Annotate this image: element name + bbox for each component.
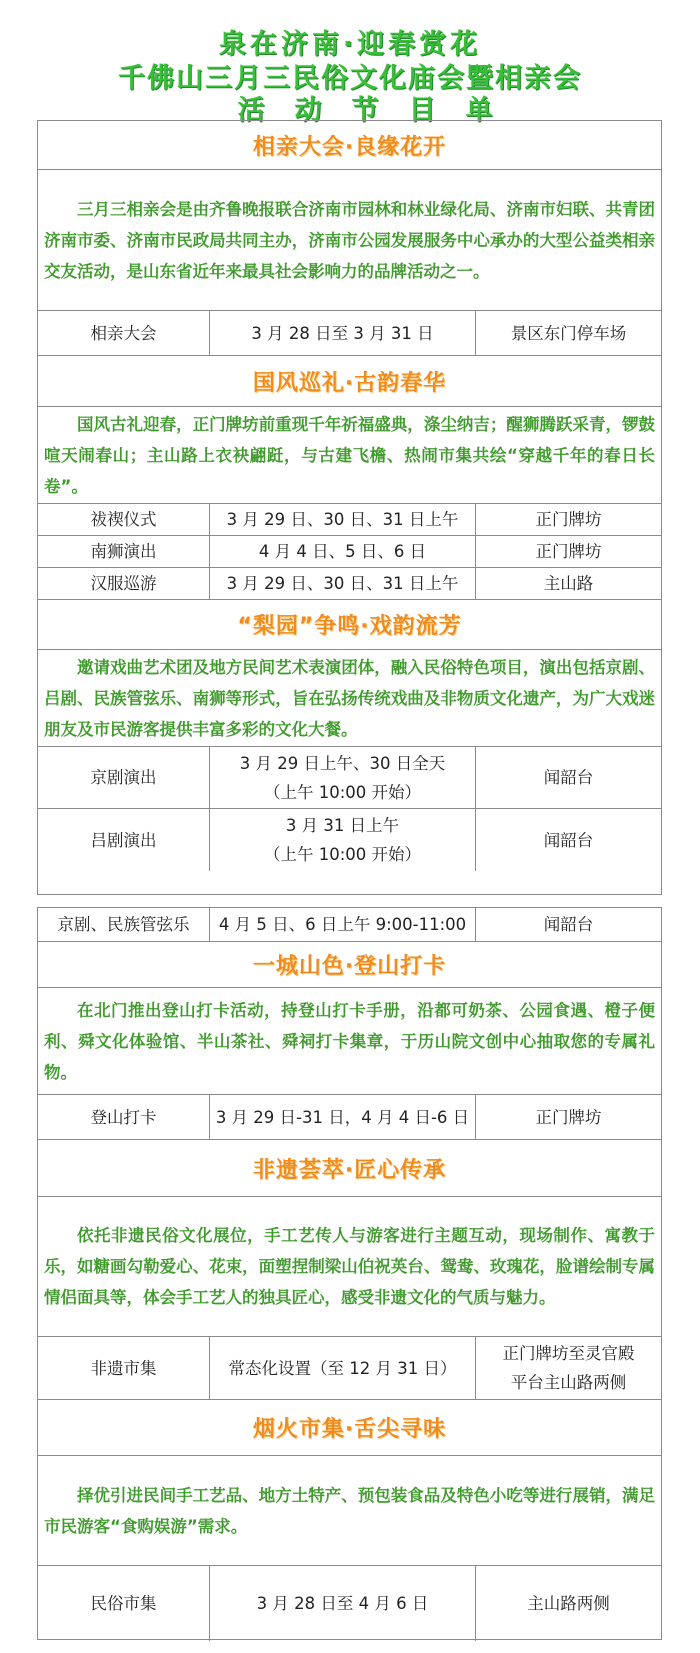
event-place: 闻韶台: [543, 768, 594, 787]
event-time: 3 月 28 日至 3 月 31 日: [210, 311, 476, 355]
event-time: 4 月 5 日、6 日上午 9:00-11:00: [210, 908, 476, 941]
event-place-line-2: 平台主山路两侧: [510, 1373, 627, 1392]
section-title-hiking: 一城山色·登山打卡: [38, 941, 661, 987]
event-time: 3 月 29 日、30 日、31 日上午: [210, 504, 476, 535]
section-title-opera: “梨园”争鸣·戏韵流芳: [38, 599, 661, 649]
section-description-opera: 邀请戏曲艺术团及地方民间艺术表演团体，融入民俗特色项目，演出包括京剧、吕剧、民族管弦乐、南狮等形式，旨在弘扬传统戏曲及非物质文化遗产，为广大戏迷朋友及市民游客提供丰富多彩的文化大餐。: [38, 649, 661, 746]
event-place: 闻韶台: [543, 830, 594, 850]
event-place: 主山路: [543, 574, 594, 593]
event-name: 相亲大会: [38, 311, 210, 355]
event-time: [210, 747, 476, 808]
event-name: 京剧演出: [38, 747, 210, 808]
section-description-guofeng: 国风古礼迎春，正门牌坊前重现千年祈福盛典，涤尘纳吉；醒狮腾跃采青，锣鼓喧天闹春山；主山路上衣袂翩跹，与古建飞檐、热闹市集共绘“穿越千年的春日长卷”。: [38, 406, 661, 503]
event-name: 民俗市集: [38, 1566, 210, 1641]
event-place: 正门牌坊: [535, 542, 602, 561]
event-time: [210, 809, 476, 871]
event-time-line-1: 3 月 29 日上午、30 日全天: [239, 753, 446, 773]
event-name: 京剧、民族管弦乐: [38, 908, 210, 941]
title-line-1: 泉在济南·迎春赏花: [218, 29, 482, 60]
event-place: 主山路两侧: [527, 1594, 610, 1613]
event-name: 南狮演出: [38, 536, 210, 567]
event-place-line-1: 正门牌坊至灵官殿: [502, 1344, 635, 1363]
event-place: 正门牌坊: [535, 1107, 602, 1127]
table-row: [38, 908, 661, 941]
section-title-heritage: 非遗荟萃·匠心传承: [38, 1139, 661, 1196]
table-row: [38, 1565, 661, 1641]
table-row: [38, 535, 661, 567]
event-place: 闻韶台: [543, 915, 594, 934]
program-table-part-1: [37, 120, 662, 895]
event-time-line-2: （上午 10:00 开始）: [263, 845, 422, 864]
event-time: 4 月 4 日、5 日、6 日: [210, 536, 476, 567]
section-title-guofeng: 国风巡礼·古韵春华: [38, 355, 661, 406]
section-title-matchmaking: 相亲大会·良缘花开: [252, 134, 447, 160]
event-place: 景区东门停车场: [510, 323, 627, 343]
section-description-hiking: 在北门推出登山打卡活动，持登山打卡手册，沿都可奶茶、公园食遇、橙子便利、舜文化体验馆、半山茶社、舜祠打卡集章，于历山院文创中心抽取您的专属礼物。: [38, 987, 661, 1094]
event-time: 常态化设置（至 12 月 31 日）: [210, 1337, 476, 1399]
event-name: 祓禊仪式: [38, 504, 210, 535]
event-name: 汉服巡游: [38, 568, 210, 599]
table-row: [38, 1094, 661, 1139]
table-row: [38, 1336, 661, 1399]
event-name: 登山打卡: [38, 1095, 210, 1139]
event-place: [476, 1337, 661, 1399]
event-time-line-1: 3 月 31 日上午: [285, 816, 400, 835]
title-line-2: 千佛山三月三民俗文化庙会暨相亲会: [118, 63, 582, 94]
table-row: [38, 503, 661, 535]
section-description-market: 择优引进民间手工艺品、地方土特产、预包装食品及特色小吃等进行展销，满足市民游客“食购娱游”需求。: [38, 1455, 661, 1565]
event-time: 3 月 29 日-31 日，4 月 4 日-6 日: [210, 1095, 476, 1139]
title-line-3: 活动节目单: [237, 95, 523, 126]
event-time-line-2: （上午 10:00 开始）: [263, 782, 422, 802]
section-title-market: 烟火市集·舌尖寻味: [38, 1399, 661, 1455]
section-description-matchmaking: 三月三相亲会是由齐鲁晚报联合济南市园林和林业绿化局、济南市妇联、共青团济南市委、济南市民政局共同主办，济南市公园发展服务中心承办的大型公益类相亲交友活动，是山东省近年来最具社会影响力的品牌活动之一。: [38, 169, 661, 310]
event-name: 非遗市集: [38, 1337, 210, 1399]
table-row: [38, 310, 661, 355]
event-name: 吕剧演出: [38, 809, 210, 871]
event-place: 正门牌坊: [535, 510, 602, 529]
event-time: 3 月 28 日至 4 月 6 日: [210, 1566, 476, 1641]
section-description-heritage: 依托非遗民俗文化展位，手工艺传人与游客进行主题互动，现场制作、寓教于乐，如糖画勾勒爱心、花束，面塑捏制梁山伯祝英台、鸳鸯、玫瑰花，脸谱绘制专属情侣面具等，体会手工艺人的独具匠心，感受非遗文化的气质与魅力。: [38, 1196, 661, 1336]
table-row: [38, 808, 661, 871]
table-row: [38, 567, 661, 599]
event-time: 3 月 29 日、30 日、31 日上午: [210, 568, 476, 599]
program-table-part-2: [37, 907, 662, 1640]
table-row: [38, 746, 661, 808]
